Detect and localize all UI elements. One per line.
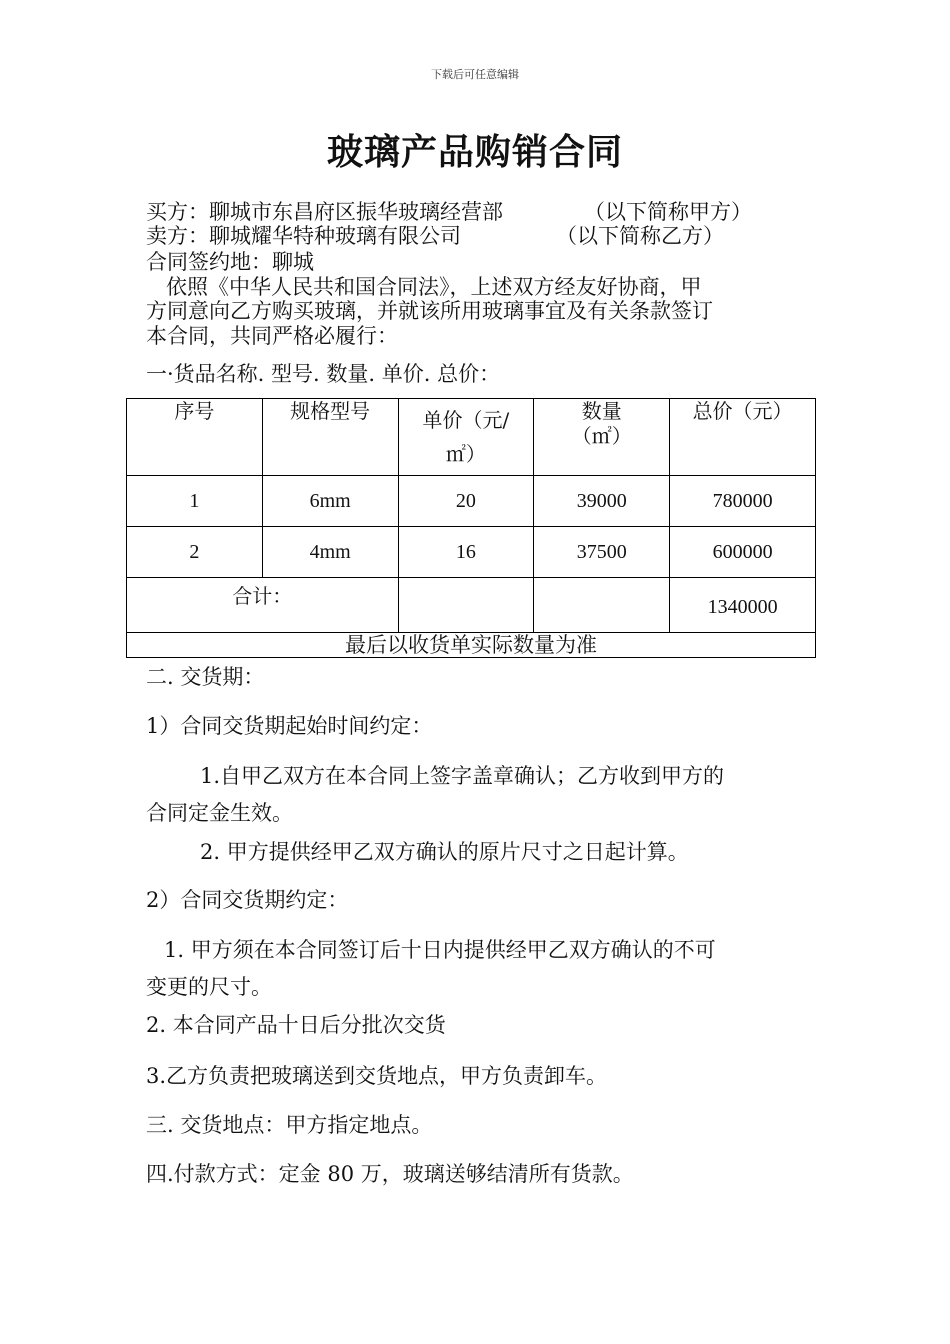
table-cell: 39000 [534, 476, 670, 527]
header-cell-index: 序号 [127, 399, 263, 476]
table-footnote-row [127, 633, 816, 658]
contract-title: 玻璃产品购销合同 [326, 132, 623, 173]
section2-title: 二. 交货期： [146, 665, 265, 689]
preamble-line-3: 本合同，共同严格必履行： [146, 324, 398, 348]
table-row [127, 476, 816, 527]
table-cell: 4mm [262, 527, 398, 578]
delivery-term-clause-1-line-2: 变更的尺寸。 [146, 975, 272, 999]
header-quantity-line-2: （㎡） [571, 424, 632, 448]
delivery-start-clause-2: 2. 甲方提供经甲乙双方确认的原片尺寸之日起计算。 [200, 840, 689, 864]
table-cell-empty [534, 578, 670, 633]
delivery-term-heading: 2）合同交货期约定： [146, 888, 349, 912]
table-total-row [127, 578, 816, 633]
table-cell: 6mm [262, 476, 398, 527]
preamble-line-2: 方同意向乙方购买玻璃，并就该所用玻璃事宜及有关条款签订 [146, 299, 713, 323]
seller-line [146, 224, 724, 248]
header-cell-spec: 规格型号 [262, 399, 398, 476]
table-row [127, 527, 816, 578]
delivery-start-heading: 1）合同交货期起始时间约定： [146, 714, 433, 738]
total-label: 合计： [127, 578, 399, 633]
buyer-text: 买方：聊城市东昌府区振华玻璃经营部 [146, 200, 503, 224]
header-cell-quantity [534, 399, 670, 476]
buyer-note: （以下简称甲方） [584, 200, 752, 224]
goods-table [126, 398, 816, 658]
total-value: 1340000 [670, 578, 816, 633]
header-unit-price-line-1: 单价（元/ [422, 408, 510, 432]
preamble-line-1: 依照《中华人民共和国合同法》，上述双方经友好协商，甲 [166, 275, 702, 299]
seller-note: （以下简称乙方） [556, 224, 724, 248]
header-cell-total: 总价（元） [670, 399, 816, 476]
table-cell-empty [398, 578, 534, 633]
table-cell: 2 [127, 527, 263, 578]
table-cell: 20 [398, 476, 534, 527]
signing-place: 合同签约地：聊城 [146, 250, 314, 274]
delivery-term-clause-1-line-1: 1. 甲方须在本合同签订后十日内提供经甲乙双方确认的不可 [164, 938, 716, 962]
delivery-term-clause-3: 3.乙方负责把玻璃送到交货地点，甲方负责卸车。 [146, 1064, 608, 1088]
delivery-term-clause-2: 2. 本合同产品十日后分批次交货 [146, 1013, 446, 1037]
table-cell: 780000 [670, 476, 816, 527]
section1-title: 一·货品名称. 型号. 数量. 单价. 总价： [146, 362, 501, 386]
header-note: 下载后可任意编辑 [431, 68, 519, 81]
table-cell: 37500 [534, 527, 670, 578]
table-header-row [127, 399, 816, 476]
section4-payment: 四.付款方式：定金 80 万，玻璃送够结清所有货款。 [146, 1162, 634, 1186]
section3-delivery-place: 三. 交货地点：甲方指定地点。 [146, 1113, 433, 1137]
header-unit-price-line-2: ㎡） [445, 442, 486, 466]
table-cell: 16 [398, 527, 534, 578]
seller-text: 卖方：聊城耀华特种玻璃有限公司 [146, 224, 461, 248]
table-footnote: 最后以收货单实际数量为准 [127, 633, 816, 658]
table-cell: 600000 [670, 527, 816, 578]
delivery-start-clause-1-line-1: 1.自甲乙双方在本合同上签字盖章确认；乙方收到甲方的 [200, 764, 725, 788]
buyer-line [146, 200, 752, 224]
header-cell-unit-price [398, 399, 534, 476]
header-quantity-line-1: 数量 [581, 399, 622, 423]
table-cell: 1 [127, 476, 263, 527]
delivery-start-clause-1-line-2: 合同定金生效。 [146, 801, 293, 825]
